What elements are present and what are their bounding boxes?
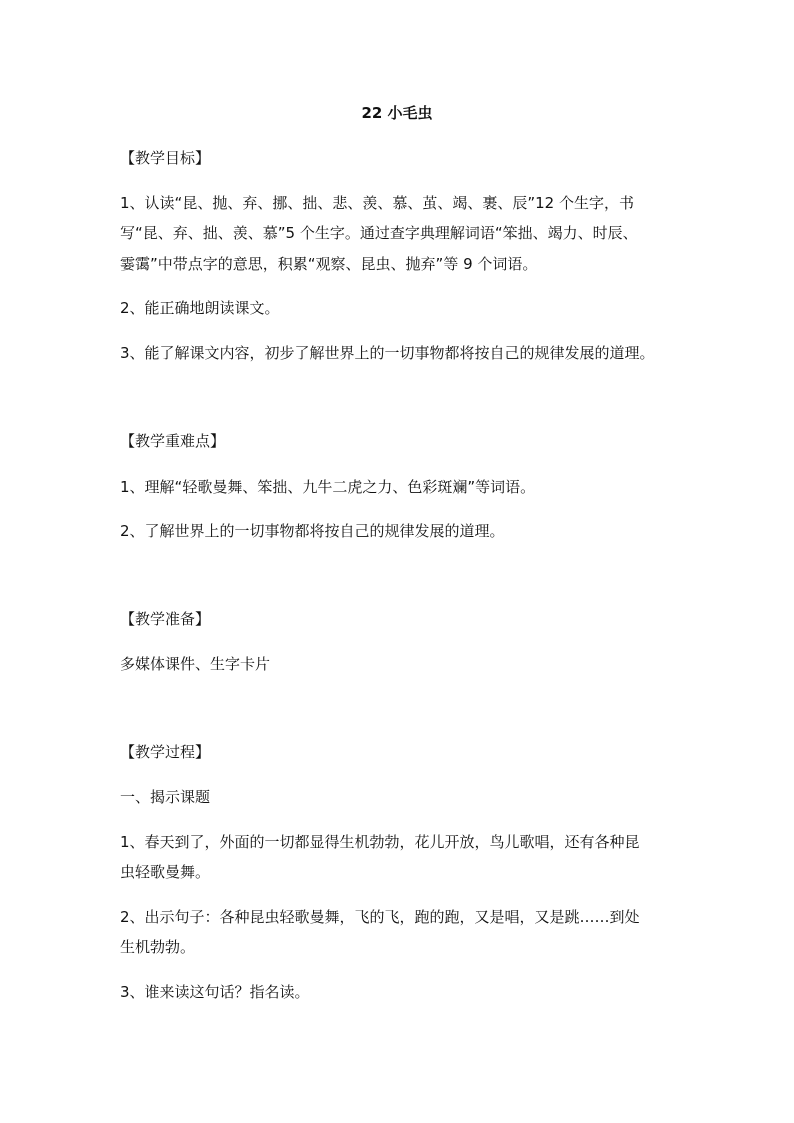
goals-item-1-line-3: 霎霭”中带点字的意思，积累“观察、昆虫、抛弃”等 9 个词语。 bbox=[120, 255, 538, 273]
process-item-2-line-1: 2、出示句子：各种昆虫轻歌曼舞，飞的飞，跑的跑，又是唱，又是跳……到处 bbox=[120, 908, 640, 926]
key-points-heading: 【教学重难点】 bbox=[120, 432, 226, 450]
goals-item-3: 3、能了解课文内容，初步了解世界上的一切事物都将按自己的规律发展的道理。 bbox=[120, 344, 655, 362]
goals-item-1-line-2: 写“昆、弃、拙、羡、慕”5 个生字。通过查字典理解词语“笨拙、竭力、时辰、 bbox=[120, 224, 638, 242]
goals-item-2: 2、能正确地朗读课文。 bbox=[120, 299, 280, 317]
goals-heading: 【教学目标】 bbox=[120, 149, 211, 167]
process-item-1-line-1: 1、春天到了，外面的一切都显得生机勃勃，花儿开放，鸟儿歌唱，还有各种昆 bbox=[120, 833, 640, 851]
process-subheading-1: 一、揭示课题 bbox=[120, 788, 211, 806]
process-heading: 【教学过程】 bbox=[120, 743, 211, 761]
key-points-item-2: 2、了解世界上的一切事物都将按自己的规律发展的道理。 bbox=[120, 522, 505, 540]
key-points-item-1: 1、理解“轻歌曼舞、笨拙、九牛二虎之力、色彩斑斓”等词语。 bbox=[120, 478, 536, 496]
lesson-title: 22 小毛虫 bbox=[361, 104, 433, 122]
preparation-text: 多媒体课件、生字卡片 bbox=[120, 655, 271, 673]
process-item-3: 3、谁来读这句话？指名读。 bbox=[120, 983, 310, 1001]
process-item-2-line-2: 生机勃勃。 bbox=[120, 938, 196, 956]
process-item-1-line-2: 虫轻歌曼舞。 bbox=[120, 863, 211, 881]
preparation-heading: 【教学准备】 bbox=[120, 610, 211, 628]
goals-item-1-line-1: 1、认读“昆、抛、弃、挪、拙、悲、羡、慕、茧、竭、裹、辰”12 个生字，书 bbox=[120, 194, 634, 212]
